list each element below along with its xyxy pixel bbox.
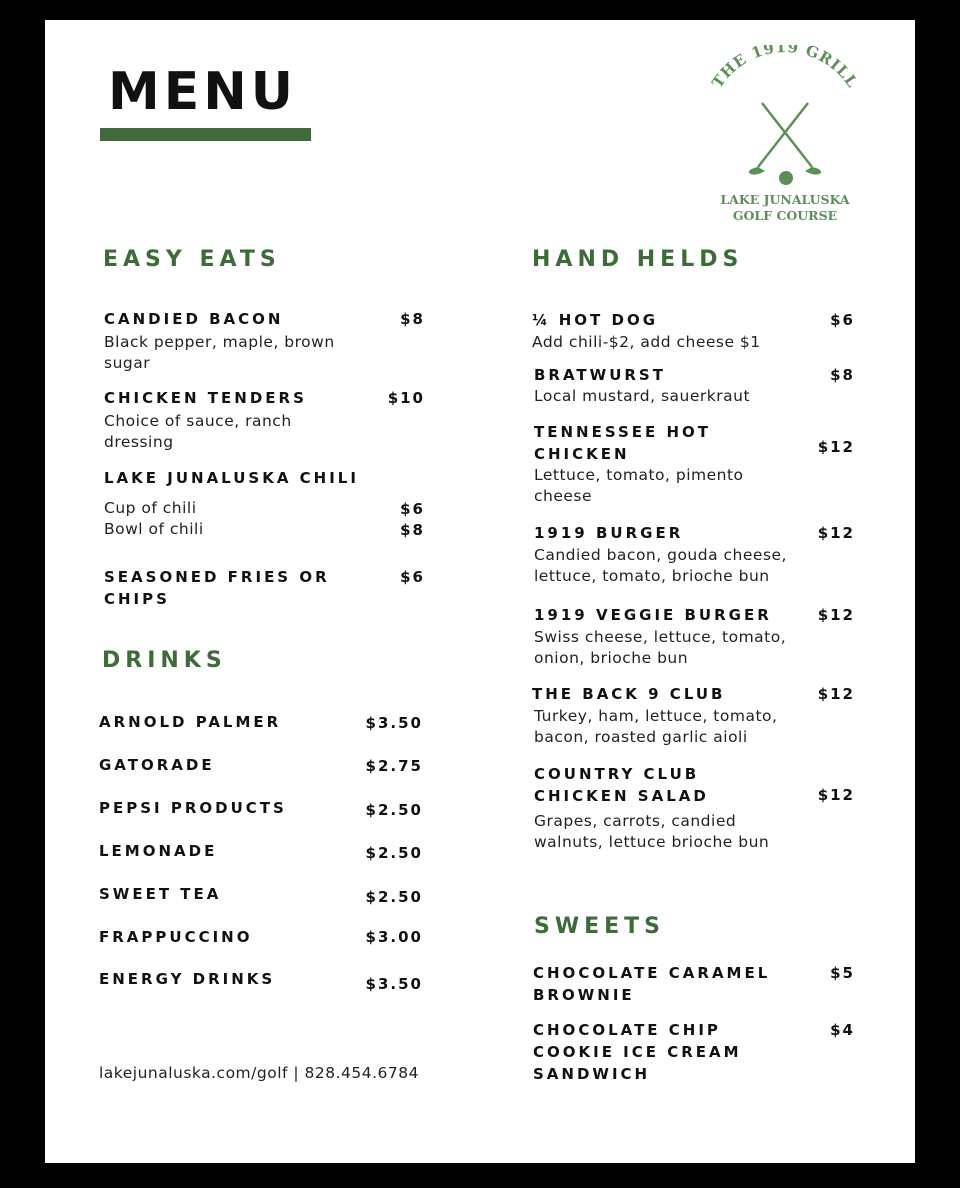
item-price: $6: [400, 568, 425, 586]
grill-logo: [700, 45, 870, 225]
item-name: CHOCOLATE CHIP COOKIE ICE CREAM SANDWICH: [533, 1021, 742, 1083]
item-description: Candied bacon, gouda cheese, lettuce, tomato, brioche bun: [534, 546, 787, 585]
section-heading-sweets: SWEETS: [534, 914, 666, 939]
sub-item-label: Cup of chili: [104, 499, 197, 517]
drink-name: ENERGY DRINKS: [99, 970, 276, 988]
item-price: $8: [830, 366, 855, 384]
drink-price: $2.75: [365, 757, 423, 775]
item-price: $12: [817, 524, 855, 542]
drink-name: GATORADE: [99, 756, 215, 774]
item-name: COUNTRY CLUB CHICKEN SALAD: [534, 765, 709, 805]
logo-line-3: GOLF COURSE: [732, 208, 838, 223]
item-price: $4: [830, 1021, 855, 1039]
item-name: BRATWURST: [534, 366, 666, 384]
item-description: Choice of sauce, ranch dressing: [104, 412, 292, 451]
item-name: THE BACK 9 CLUB: [532, 685, 726, 703]
item-name: CHOCOLATE CARAMEL BROWNIE: [533, 964, 771, 1004]
item-name: 1919 VEGGIE BURGER: [534, 606, 772, 624]
item-price: $12: [817, 438, 855, 456]
item-name: SEASONED FRIES OR CHIPS: [104, 568, 330, 608]
item-description: Black pepper, maple, brown sugar: [104, 333, 335, 372]
drink-name: ARNOLD PALMER: [99, 713, 282, 731]
section-heading-drinks: DRINKS: [102, 648, 227, 673]
logo-arc-text: THE 1919 GRILL: [708, 45, 862, 92]
drink-price: $3.00: [365, 928, 423, 946]
item-price: $8: [400, 310, 425, 328]
drink-price: $2.50: [365, 844, 423, 862]
footer-contact: lakejunaluska.com/golf | 828.454.6784: [99, 1064, 420, 1082]
item-description: Add chili-$2, add cheese $1: [532, 333, 761, 351]
item-name: ¼ HOT DOG: [532, 311, 659, 329]
item-description: Swiss cheese, lettuce, tomato, onion, brioche bun: [534, 628, 787, 667]
drink-name: LEMONADE: [99, 842, 218, 860]
drink-name: SWEET TEA: [99, 885, 222, 903]
item-description: Lettuce, tomato, pimento cheese: [534, 466, 744, 505]
item-name: 1919 BURGER: [534, 524, 684, 542]
item-price: $10: [387, 389, 425, 407]
drink-name: FRAPPUCCINO: [99, 928, 253, 946]
title-underline: [100, 128, 311, 141]
sub-item-price: $6: [400, 500, 425, 518]
item-description: Local mustard, sauerkraut: [534, 387, 751, 405]
item-description: Turkey, ham, lettuce, tomato, bacon, roasted garlic aioli: [534, 707, 778, 746]
drink-price: $3.50: [365, 975, 423, 993]
svg-text:THE 1919 GRILL: [708, 45, 862, 91]
item-name: CANDIED BACON: [104, 310, 284, 328]
item-price: $12: [817, 606, 855, 624]
item-name: LAKE JUNALUSKA CHILI: [104, 469, 359, 487]
item-price: $5: [830, 964, 855, 982]
sub-item-label: Bowl of chili: [104, 520, 204, 538]
drink-name: PEPSI PRODUCTS: [99, 799, 287, 817]
menu-page: [45, 20, 915, 1163]
item-name: TENNESSEE HOT CHICKEN: [534, 423, 712, 463]
item-name: CHICKEN TENDERS: [104, 389, 307, 407]
item-price: $6: [830, 311, 855, 329]
drink-price: $3.50: [365, 714, 423, 732]
item-price: $12: [817, 685, 855, 703]
sub-item-price: $8: [400, 521, 425, 539]
section-heading-easy-eats: EASY EATS: [103, 247, 281, 272]
item-description: Grapes, carrots, candied walnuts, lettuce brioche bun: [534, 812, 770, 851]
section-heading-hand-helds: HAND HELDS: [532, 247, 744, 272]
item-price: $12: [817, 786, 855, 804]
logo-line-2: LAKE JUNALUSKA: [720, 192, 850, 207]
drink-price: $2.50: [365, 801, 423, 819]
page-title: MENU: [108, 62, 298, 122]
drink-price: $2.50: [365, 888, 423, 906]
